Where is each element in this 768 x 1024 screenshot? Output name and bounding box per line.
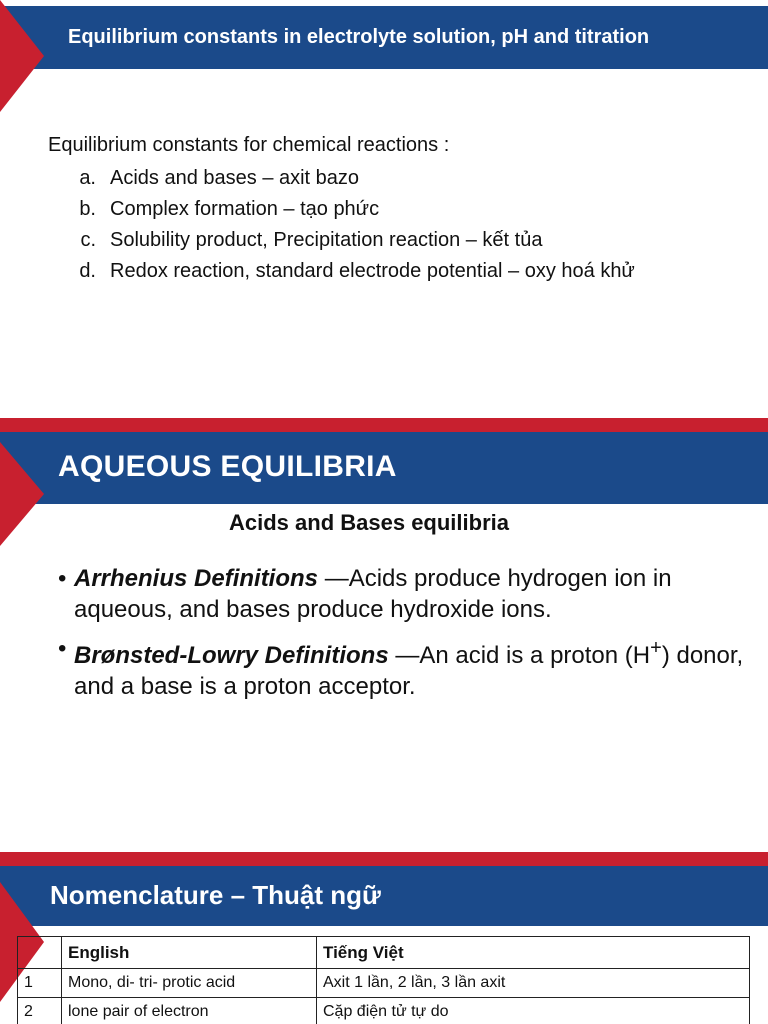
red-top-stripe <box>0 852 768 866</box>
table-header-row <box>18 937 750 969</box>
red-top-stripe <box>0 418 768 432</box>
slide-title: Nomenclature – Thuật ngữ <box>50 880 381 910</box>
bullet-text: —An acid is a proton (H <box>388 642 651 669</box>
superscript-plus: + <box>650 637 662 659</box>
header-vietnamese: Tiếng Việt <box>317 937 750 969</box>
red-corner-accent <box>0 0 44 112</box>
list-item <box>48 257 635 288</box>
bullet-text-cont: ) donor, and a base is a proton acceptor. <box>74 642 744 700</box>
slide-subtitle: Acids and Bases equilibria <box>229 510 509 535</box>
bullet-dot: • <box>58 565 67 592</box>
table-row <box>18 998 750 1024</box>
cell-vietnamese: Cặp điện tử tự do <box>317 998 750 1024</box>
cell-english: Mono, di- tri- protic acid <box>62 969 317 998</box>
cell-english: lone pair of electron <box>62 998 317 1024</box>
slide-nomenclature <box>0 852 768 1024</box>
cell-index: 2 <box>18 998 62 1024</box>
slide-title: AQUEOUS EQUILIBRIA <box>58 450 397 483</box>
bullet-bronsted-lowry <box>58 633 748 702</box>
bullet-dot: • <box>58 635 67 662</box>
reaction-list <box>48 164 635 288</box>
slide-aqueous-equilibria <box>0 418 768 852</box>
table-row <box>18 969 750 998</box>
bullet-term: Arrhenius Definitions <box>74 565 319 592</box>
slide-title-banner <box>0 6 768 69</box>
list-marker: c. <box>80 229 96 251</box>
intro-text: Equilibrium constants for chemical reactions : <box>48 134 450 156</box>
slide-title: Equilibrium constants in electrolyte solution, pH and titration <box>68 26 650 48</box>
header-index <box>18 937 62 969</box>
list-marker: b. <box>79 198 96 220</box>
list-marker: d. <box>79 260 96 282</box>
list-item-text: Solubility product, Precipitation reaction – kết tủa <box>110 229 543 251</box>
cell-index: 1 <box>18 969 62 998</box>
list-item-text: Complex formation – tạo phức <box>110 198 380 220</box>
list-item <box>48 195 635 226</box>
list-marker: a. <box>79 167 96 189</box>
bullet-text: —Acids produce hydrogen ion in aqueous, and bases produce hydroxide ions. <box>74 565 672 623</box>
list-item <box>48 164 635 195</box>
slide-equilibrium-constants <box>0 0 768 418</box>
definition-list <box>58 563 748 710</box>
list-item-text: Acids and bases – axit bazo <box>110 167 360 189</box>
slide-title-banner <box>0 866 768 926</box>
list-item <box>48 226 635 257</box>
list-item-text: Redox reaction, standard electrode potential – oxy hoá khử <box>110 260 635 282</box>
header-english: English <box>62 937 317 969</box>
nomenclature-table <box>17 936 750 1024</box>
slide-title-banner <box>0 432 768 504</box>
bullet-arrhenius <box>58 563 748 625</box>
bullet-term: Brønsted-Lowry Definitions <box>74 642 389 669</box>
cell-vietnamese: Axit 1 lần, 2 lần, 3 lần axit <box>317 969 750 998</box>
